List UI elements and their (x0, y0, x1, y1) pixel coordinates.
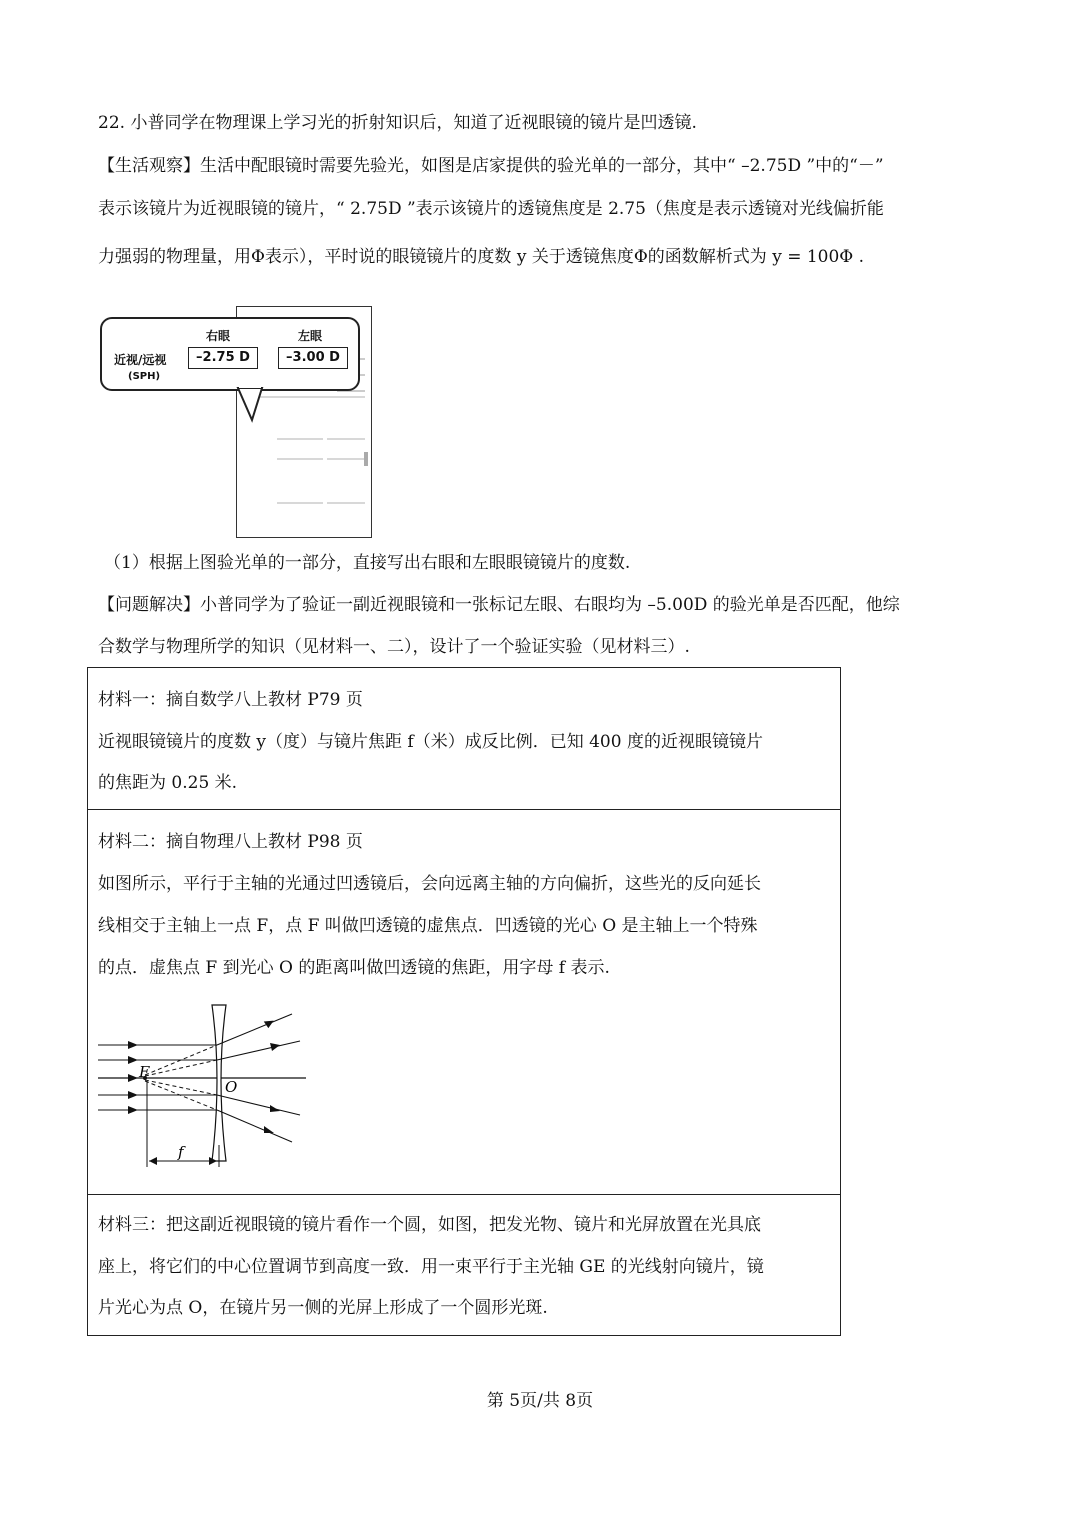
material-3-line-1: 材料三：把这副近视眼镜的镜片看作一个圆，如图，把发光物、镜片和光屏放置在光具底 (98, 1215, 761, 1235)
material-2-title: 材料二：摘自物理八上教材 P98 页 (98, 832, 363, 852)
material-3-line-2: 座上，将它们的中心位置调节到高度一致．用一束平行于主光轴 GE 的光线射向镜片，镜 (98, 1257, 764, 1277)
label-O: O (225, 1078, 238, 1096)
problem-line-1: 22. 小普同学在物理课上学习光的折射知识后，知道了近视眼镜的镜片是凹透镜. (98, 113, 697, 133)
material-2-line-1: 如图所示，平行于主轴的光通过凹透镜后，会向远离主轴的方向偏折，这些光的反向延长 (98, 874, 761, 894)
problem-line-2: 【生活观察】生活中配眼镜时需要先验光，如图是店家提供的验光单的一部分，其中“ –2.75D ”中的“－” (98, 156, 884, 176)
label-F: F (139, 1063, 150, 1081)
material-2-line-2: 线相交于主轴上一点 F，点 F 叫做凹透镜的虚焦点．凹透镜的光心 O 是主轴上一个特殊 (98, 916, 758, 936)
right-eye-label: 右眼 (206, 329, 231, 343)
material-2-line-3: 的点．虚焦点 F 到光心 O 的距离叫做凹透镜的焦距，用字母 f 表示. (98, 958, 610, 978)
problem-line-3: 表示该镜片为近视眼镜的镜片，“ 2.75D ”表示该镜片的透镜焦度是 2.75（焦度是表示透镜对光线偏折能 (98, 199, 884, 219)
question-1: （1）根据上图验光单的一部分，直接写出右眼和左眼眼镜镜片的度数. (104, 553, 631, 573)
prescription-callout (100, 317, 360, 391)
problem-solving-line-1: 【问题解决】小普同学为了验证一副近视眼镜和一张标记左眼、右眼均为 –5.00D 的验光单是否匹配，他综 (98, 595, 900, 615)
material-3-line-3: 片光心为点 O，在镜片另一侧的光屏上形成了一个圆形光斑. (98, 1298, 548, 1318)
concave-lens-diagram (92, 995, 322, 1185)
material-1-line-2: 的焦距为 0.25 米. (98, 773, 238, 793)
sph-row-label: 近视/远视 (114, 353, 167, 367)
callout-pointer (230, 382, 370, 432)
label-f: f (178, 1143, 184, 1161)
left-eye-value: –3.00 D (278, 347, 348, 369)
problem-solving-line-2: 合数学与物理所学的知识（见材料一、二），设计了一个验证实验（见材料三）. (98, 637, 690, 657)
concave-lens (212, 1005, 226, 1161)
problem-line-4: 力强弱的物理量，用Φ表示），平时说的眼镜镜片的度数 y 关于透镜焦度Φ的函数解析式为 y = 100Φ . (98, 247, 865, 267)
right-eye-value: –2.75 D (188, 347, 258, 369)
left-eye-label: 左眼 (298, 329, 323, 343)
page-footer: 第 5页/共 8页 (486, 1391, 594, 1411)
material-1-line-1: 近视眼镜镜片的度数 y（度）与镜片焦距 f（米）成反比例．已知 400 度的近视眼镜镜片 (98, 732, 763, 752)
sph-row-sub: (SPH) (128, 371, 161, 382)
material-1-title: 材料一：摘自数学八上教材 P79 页 (98, 690, 363, 710)
